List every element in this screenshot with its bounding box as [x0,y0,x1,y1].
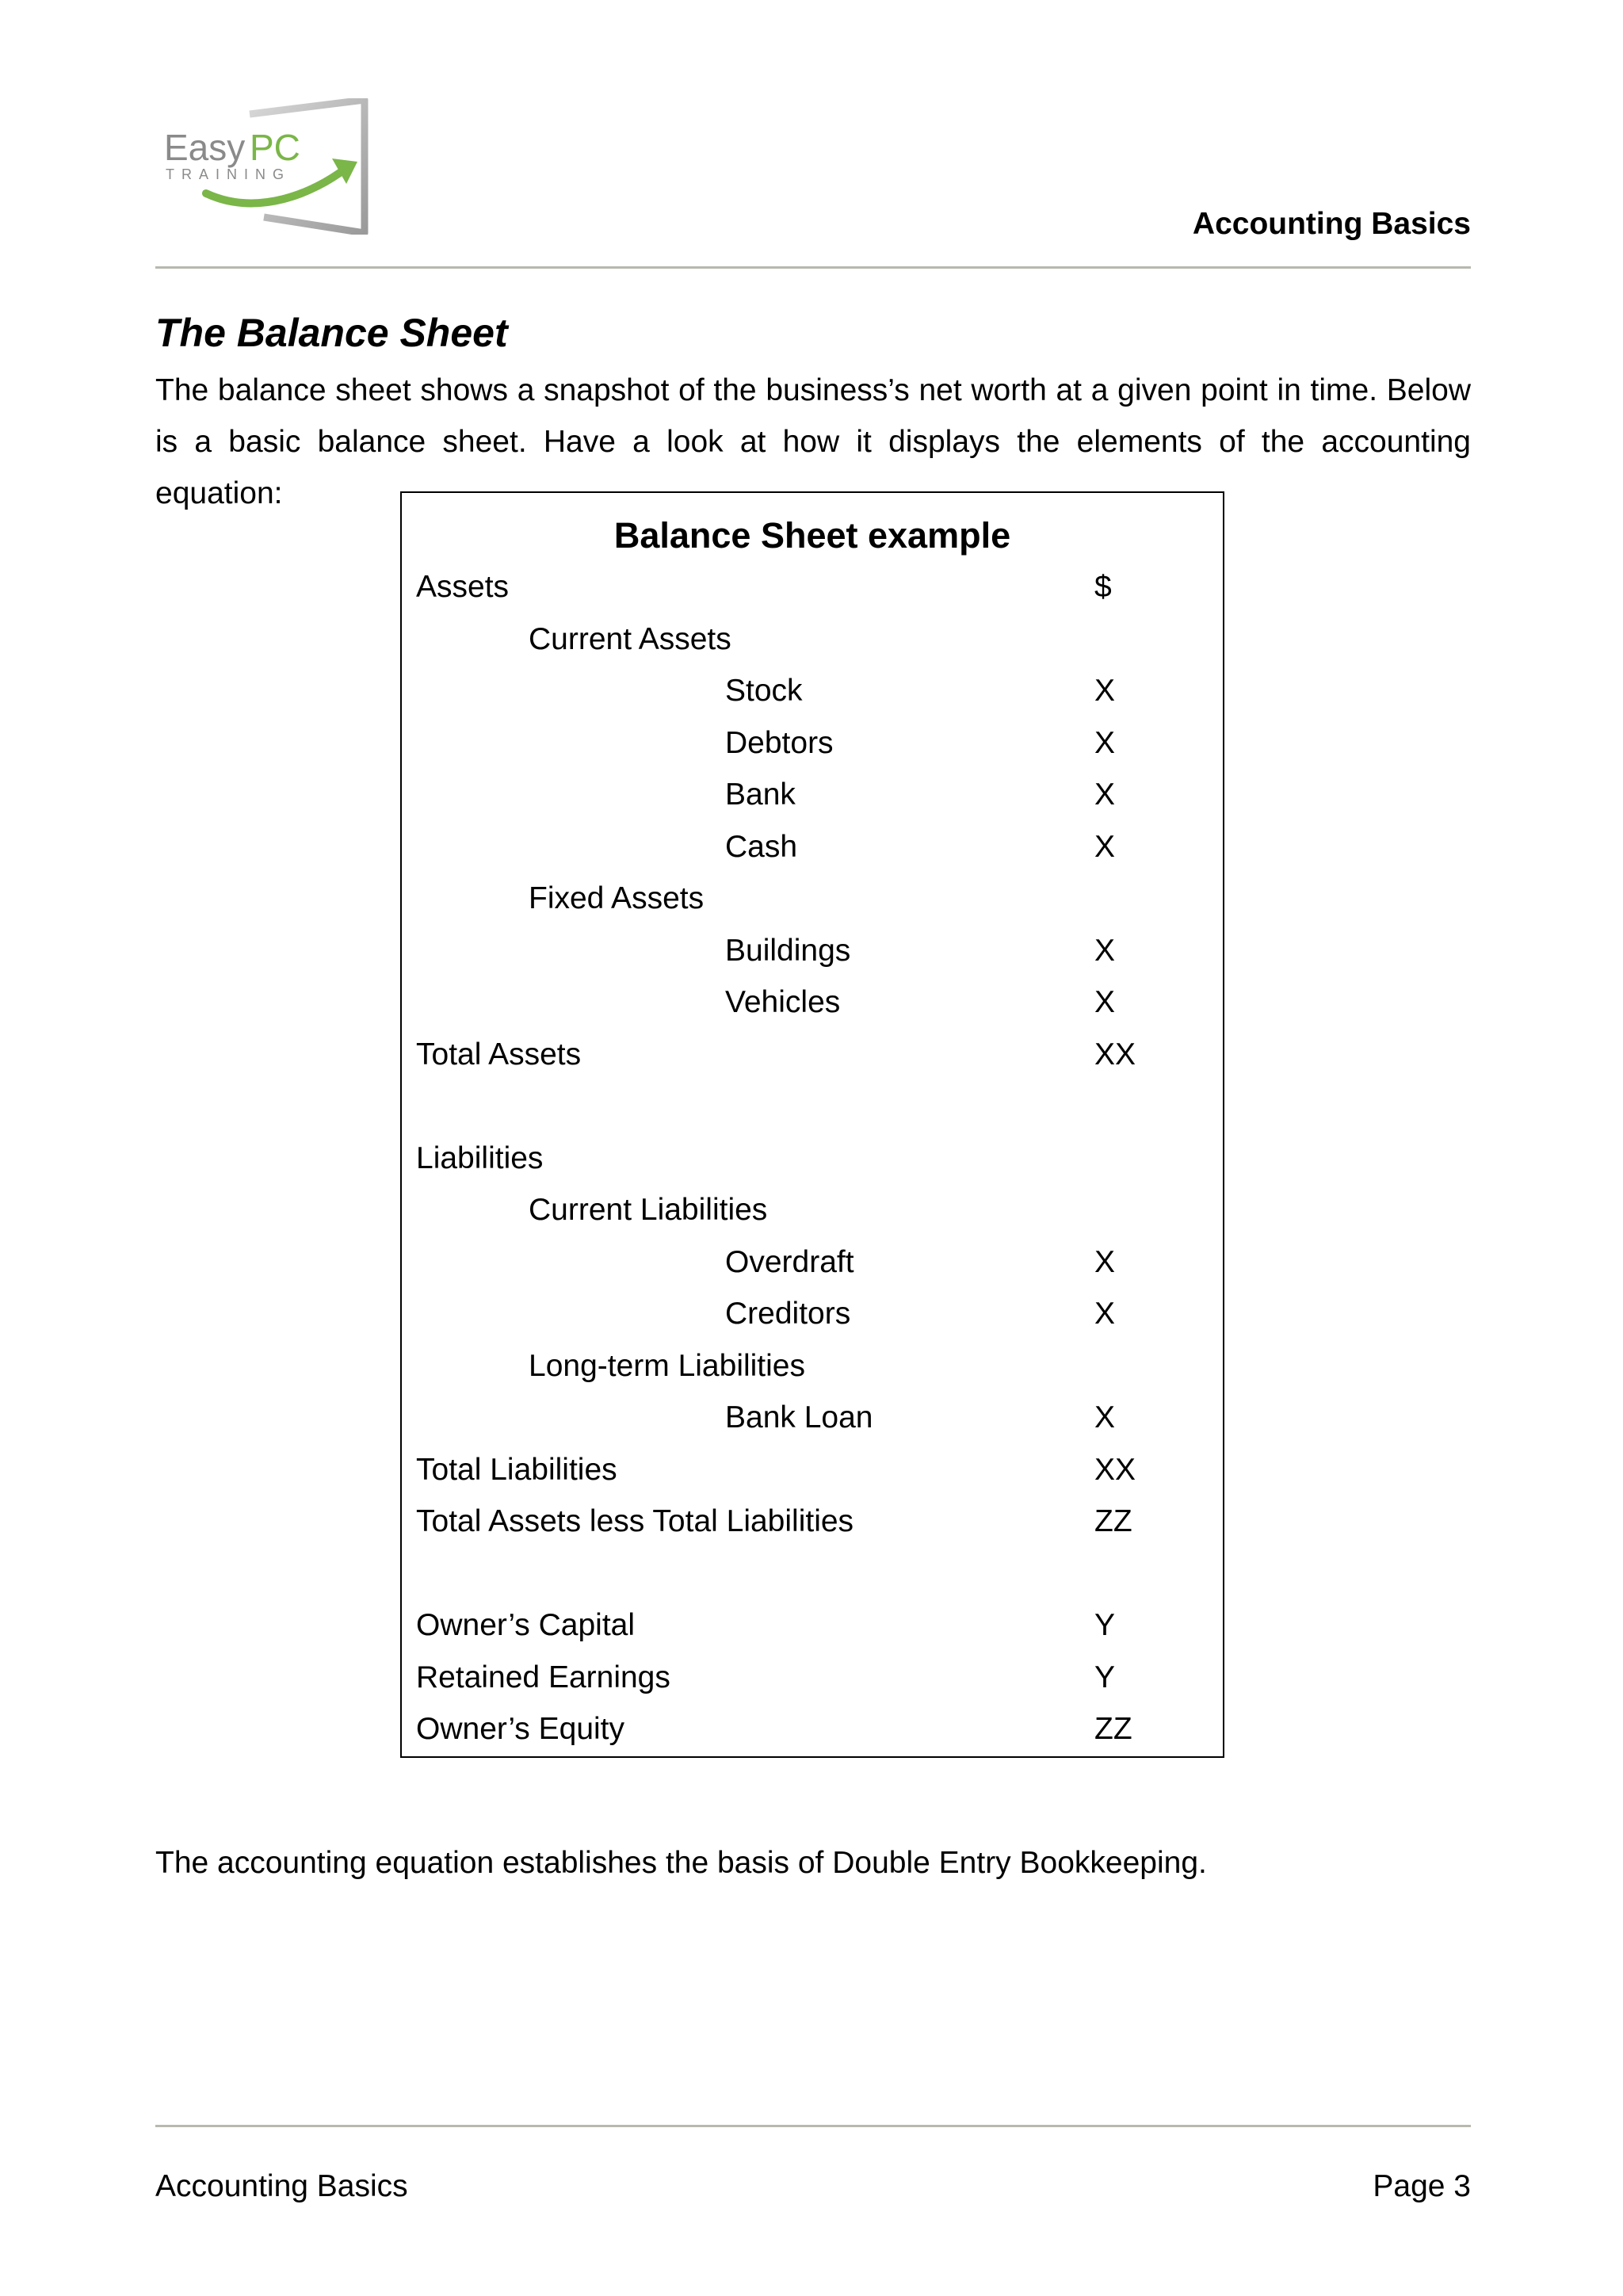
row-value: X [1094,1400,1116,1435]
sheet-row-overdraft [402,1236,1223,1289]
easypc-training-logo [162,98,369,235]
row-label: Current Assets [529,621,731,656]
sheet-row-total-liabilities [402,1444,1223,1496]
row-label: Debtors [725,725,834,760]
sheet-row-spacer [402,1080,1223,1133]
balance-sheet-box [400,491,1224,1758]
row-label: Stock [725,674,803,708]
row-label: Assets [416,570,510,604]
header-divider [155,266,1471,269]
row-value: X [1094,674,1116,708]
sheet-row-vehicles [402,976,1223,1029]
row-value: X [1094,777,1116,812]
section-title: The Balance Sheet [155,311,508,355]
sheet-row-assets [402,561,1223,613]
sheet-row-current-liabilities [402,1184,1223,1236]
sheet-row-retained-earnings [402,1652,1223,1704]
row-value: X [1094,1244,1116,1279]
row-label: Long-term Liabilities [529,1348,806,1383]
sheet-row-creditors [402,1288,1223,1340]
row-value: Y [1094,1660,1116,1694]
sheet-row-owners-capital [402,1599,1223,1652]
row-label: Retained Earnings [416,1660,670,1694]
row-label: Creditors [725,1297,851,1331]
row-value: ZZ [1094,1712,1132,1746]
row-label: Current Liabilities [529,1193,768,1227]
logo-word-easy: Easy [164,127,246,168]
row-label: Owner’s Equity [416,1712,625,1746]
row-label: Total Liabilities [416,1452,617,1487]
footer-document-title: Accounting Basics [155,2169,408,2203]
row-label: Total Assets [416,1037,582,1072]
sheet-row-debtors [402,717,1223,770]
sheet-row-buildings [402,925,1223,977]
row-label: Overdraft [725,1244,854,1279]
row-label: Buildings [725,933,851,968]
row-value: X [1094,725,1116,760]
sheet-row-liabilities [402,1133,1223,1185]
row-value: XX [1094,1037,1136,1072]
sheet-row-bank [402,769,1223,821]
row-label: Cash [725,829,798,864]
closing-paragraph: The accounting equation establishes the basis of Double Entry Bookkeeping. [155,1846,1207,1880]
row-label: Bank [725,777,796,812]
sheet-row-cash [402,821,1223,873]
row-label: Bank Loan [725,1400,873,1435]
row-value: XX [1094,1452,1136,1487]
row-value: X [1094,933,1116,968]
row-value: X [1094,1297,1116,1331]
row-label: Owner’s Capital [416,1608,636,1642]
row-value: X [1094,829,1116,864]
balance-sheet-title: Balance Sheet example [613,515,1011,556]
footer-divider [155,2125,1471,2127]
logo-word-training: TRAINING [166,166,292,182]
balance-sheet-rows [402,561,1223,1755]
sheet-row-stock [402,665,1223,717]
row-value: $ [1094,570,1112,604]
row-label: Vehicles [725,985,841,1019]
row-label: Total Assets less Total Liabilities [416,1504,854,1538]
sheet-row-owners-equity [402,1703,1223,1755]
sheet-row-total-assets [402,1029,1223,1081]
logo-word-pc: PC [250,127,300,168]
sheet-row-bank-loan [402,1392,1223,1444]
sheet-row-net-assets [402,1496,1223,1548]
footer-page-number: Page 3 [1373,2169,1471,2203]
sheet-row-current-assets [402,613,1223,666]
row-value: Y [1094,1608,1116,1642]
sheet-row-fixed-assets [402,873,1223,925]
sheet-row-spacer [402,1548,1223,1600]
header-title: Accounting Basics [1192,207,1471,241]
sheet-row-long-term-liabilities [402,1340,1223,1392]
row-label: Liabilities [416,1140,544,1175]
row-value: ZZ [1094,1504,1132,1538]
intro-paragraph: The balance sheet shows a snapshot of the business’s net worth at a given point in time. Below is a basic balance sheet. Have a look at how it displays the elements of the accounting equation: [155,373,1471,510]
row-value: X [1094,985,1116,1019]
row-label: Fixed Assets [529,881,705,915]
